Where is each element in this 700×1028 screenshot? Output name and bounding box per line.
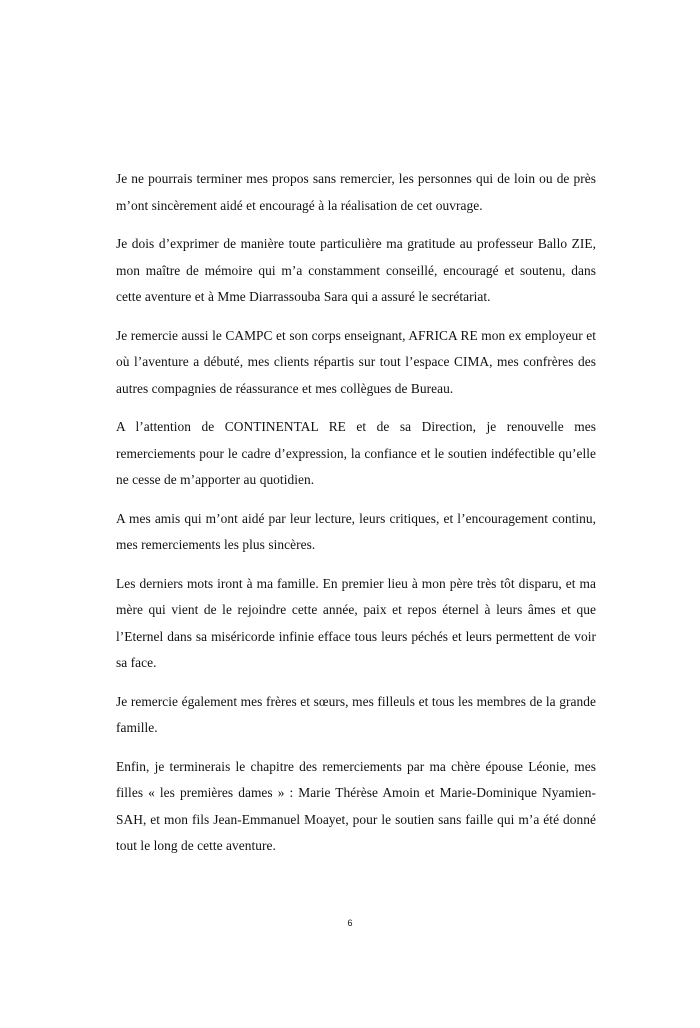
paragraph-thanks-campc: Je remercie aussi le CAMPC et son corps enseignant, AFRICA RE mon ex employeur et où l’aventure a débuté, mes clients répartis sur tout l’espace CIMA, mes confrères des autres compagnies de réassurance et mes collègues de Bureau. bbox=[116, 327, 596, 396]
paragraph-thanks-continental-re: A l’attention de CONTINENTAL RE et de sa Direction, je renouvelle mes remerciements pour le cadre d’expression, la confiance et le soutien indéfectible qu’elle ne cesse de m’apporter au quotidien. bbox=[116, 419, 596, 487]
paragraph-thanks-intro: Je ne pourrais terminer mes propos sans remercier, les personnes qui de loin ou de près m’ont sincèrement aidé et encouragé à la réalisation de cet ouvrage. bbox=[116, 171, 596, 213]
paragraph-thanks-professor: Je dois d’exprimer de manière toute particulière ma gratitude au professeur Ballo ZIE, mon maître de mémoire qui m’a constamment conseillé, encouragé et soutenu, dans cette aventure et à Mme Diarrassouba Sara qui a assuré le secrétariat. bbox=[116, 236, 596, 304]
page-number: 6 bbox=[347, 918, 353, 928]
acknowledgements-body bbox=[116, 166, 596, 872]
paragraph-thanks-parents: Les derniers mots iront à ma famille. En premier lieu à mon père très tôt disparu, et ma mère qui vient de le rejoindre cette année, paix et repos éternel à leurs âmes et que l’Eternel dans sa miséricorde infinie efface tous leurs péchés et leurs permettent de voir sa face. bbox=[116, 575, 596, 670]
paragraph-thanks-siblings: Je remercie également mes frères et sœurs, mes filleuls et tous les membres de la grande famille. bbox=[116, 693, 596, 735]
paragraph-thanks-friends: A mes amis qui m’ont aidé par leur lecture, leurs critiques, et l’encouragement continu, mes remerciements les plus sincères. bbox=[116, 510, 596, 552]
paragraph-thanks-spouse-children: Enfin, je terminerais le chapitre des remerciements par ma chère épouse Léonie, mes filles « les premières dames » : Marie Thérèse Amoin et Marie-Dominique Nyamien-SAH, et mon fils Jean-Emmanuel Moayet, pour le soutien sans faille qui m’a été donné tout le long de cette aventure. bbox=[116, 758, 596, 853]
